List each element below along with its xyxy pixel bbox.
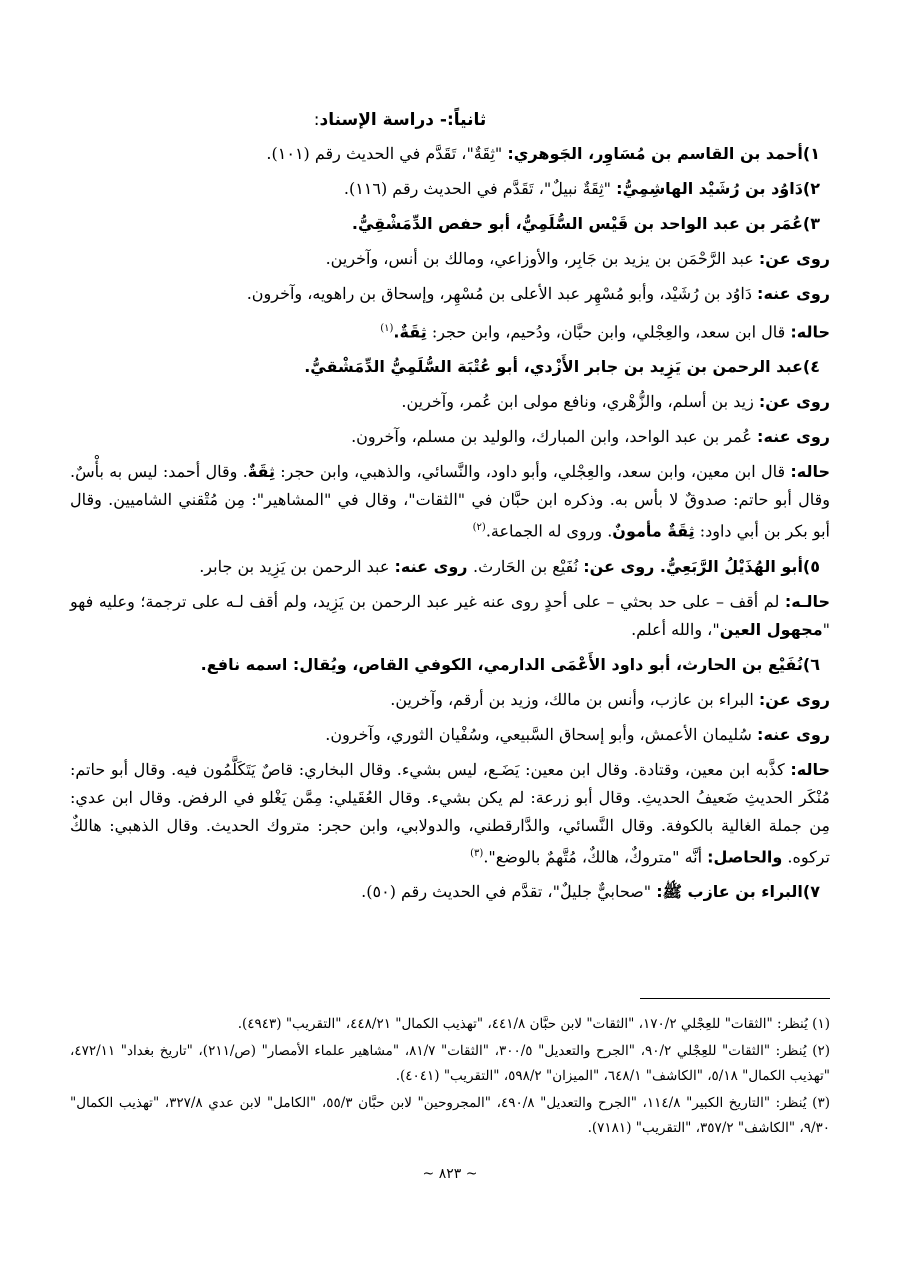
value: كذَّبه ابن معين، وقتادة. وقال ابن معين: يَضَـع، ليس بشيء. وقال البخاري: قاصٌ يَتَكَلَّمُون فيه. وقال أبو حاتم: مُنْكَر الحديثِ ضَعيفُ الحديثِ. وقال أبو زرعة: لم يكن بشيء. وقال العُقَيلي: مِمَّن يَغْلو في الرفض. وقال ابن عدي: مِن جملة الغالية بالكوفة. وقال النَّسائي، والدَّارقطني، والدولابي، وابن حجر: متروك الحديث. وقال الذهبي: هالكٌ تركوه. [70,759,831,866]
label: روى عن: [583,556,660,576]
narrator-grade: "ثِقَةٌ نبيلٌ"، تَقَدَّم في الحديث رقم (١١٦). [343,179,617,198]
entry-4-narrated-by [70,423,830,451]
value: قال ابن معين، وابن سعد، والعِجْلي، وأبو داود، والنَّسائي، والذهبي، وابن حجر: [274,462,791,482]
label: روى عنه: [394,556,474,576]
narrator-name: عبد الرحمن بن يَزِيد بن جابر الأَزْدي، أبو عُتْبَة السُّلَمِيُّ الدِّمَشْقيُّ. [304,357,803,377]
footnote-ref[interactable]: (١) [380,323,394,334]
narrator-name: أبو الهُذَيْلُ الرَّبَعِيُّ. [659,556,803,576]
footnote-separator [640,998,830,999]
entry-6-narrated-by [70,721,830,749]
label: روى عن: [758,689,830,709]
entry-number: ٤) [802,357,820,377]
section-heading [70,110,830,130]
entry-number: ٢) [802,179,820,198]
entry-2 [70,175,830,203]
value: "، والله أعلم. [631,619,720,639]
value: دَاوُد بن رُشَيْد، وأبو مُسْهِر عبد الأعلى بن مُسْهِر، وإسحاق بن راهويه، وآخرون. [246,284,758,303]
label: حالـه: [784,591,830,611]
footnotes [70,1012,830,1143]
value: عبد الرَّحْمَن بن يزيد بن جَابِر، والأوزاعي، ومالك بن أنس، وآخرين. [325,249,759,268]
value: زيد بن أسلم، والزُّهْري، ونافع مولى ابن عُمر، وآخرين. [401,392,759,412]
entry-6 [70,651,830,679]
entry-3-status [70,315,830,346]
label: والحاصل: [707,846,783,866]
footnote-3: (٣) يُنظر: "التاريخ الكبير" ١١٤/٨، "الجرح والتعديل" ٤٩٠/٨، "المجروحين" لابن حبَّان ٥٥/٣، "الكامل" لابن عدي ٣٢٧/٨، "تهذيب الكمال" ٩/٣٠، "الكاشف" ٣٥٧/٢، "التقريب" (٧١٨١). [70,1095,830,1136]
main-text [70,110,830,913]
footnote-ref[interactable]: (٣) [470,847,484,859]
grade: ثِقَةٌ. [393,322,427,342]
value: أنَّه "متروكٌ، هالكٌ، مُتَّهمٌ بالوضع". [483,846,708,866]
narrator-name: دَاوُد بن رُشَيْد الهاشِمِيُّ: [616,179,803,198]
label: حاله: [790,322,830,342]
footnote-ref[interactable]: (٢) [472,522,486,534]
entry-6-status [70,756,830,871]
entry-4 [70,353,830,381]
footnote-2: (٢) يُنظر: "الثقات" للعِجْلي ٩٠/٢، "الجرح والتعديل" ٣٠٠/٥، "الثقات" ٨١/٧، "مشاهير علماء الأمصار" (ص/٢١١)، "تاريخ بغداد" ٤٧٢/١١، "تهذيب الكمال" ٥/١٨، "الكاشف" ٦٤٨/١، "الميزان" ٥٩٨/٢، "التقريب" (٤٠٤١). [70,1043,831,1084]
narrator-name: البراء بن عازب ﷺ: [656,881,803,901]
grade: مجهول العين [719,619,823,639]
entry-1 [70,140,830,168]
footnote-1: (١) يُنظر: "الثقات" للعِجْلي ١٧٠/٢، "الثقات" لابن حبَّان ٤٤١/٨، "تهذيب الكمال" ٤٤٨/٢١، "التقريب" (٤٩٤٣). [237,1016,830,1032]
value: عبد الرحمن بن يَزِيد بن جابر. [199,556,395,576]
entry-number: ٦) [802,654,820,674]
entry-5 [70,553,830,581]
label: روى عنه: [757,724,830,744]
value: . وروى له الجماعة. [485,521,613,541]
narrator-grade: "صحابيٌّ جليلٌ"، تقدَّم في الحديث رقم (٥٠). [361,881,657,901]
entry-number: ٣) [802,214,820,233]
entry-3-narrated-by [70,280,830,308]
entry-number: ٥) [802,556,820,576]
page-number: ~ ٨٢٣ ~ [422,1166,478,1182]
value: قال ابن سعد، والعِجْلي، وابن حبَّان، ودُحيم، وابن حجر: [426,322,791,342]
narrator-grade: "ثِقَةٌ"، تَقَدَّم في الحديث رقم (١٠١). [266,144,508,163]
entry-6-narrated-from [70,686,830,714]
label: روى عن: [758,392,830,412]
label: روى عنه: [757,427,830,447]
label: روى عنه: [757,284,830,303]
entry-4-narrated-from [70,388,830,416]
value: عُمر بن عبد الواحد، وابن المبارك، والوليد بن مسلم، وآخرون. [351,427,758,447]
heading-text: ثانياً:- دراسة الإسناد [319,110,487,130]
entry-number: ١) [802,144,820,163]
heading-colon: : [313,110,320,130]
label: روى عن: [758,249,830,268]
narrator-name: نُفَيْع بن الحارث، أبو داود الأَعْمَى الدارمي، الكوفي القاص، ويُقال: اسمه نافع. [200,654,803,674]
entry-3-narrated-from [70,245,830,273]
value: البراء بن عازب، وأنس بن مالك، وزيد بن أرقم، وآخرين. [390,689,759,709]
entry-7 [70,878,830,906]
narrator-name: أحمد بن القاسم بن مُسَاوِر، الجَوهري: [507,144,803,163]
value: سُليمان الأعمش، وأبو إسحاق السَّبيعي، وسُفْيان الثوري، وآخرون. [325,724,758,744]
grade: ثِقَةٌ [247,462,275,482]
grade: ثِقَةٌ مأمونٌ [612,521,695,541]
value: . وقال أحمد: ليس به بأْسٌ. وقال أبو حاتم: صدوقٌ لا بأس به. وذكره ابن حبَّان في "الثقات"، وقال في "المشاهير": مِن مُتْقني الشاميين. وقال أبو بكر بن أبي داود: [70,462,830,541]
value: لم أقف – على حد بحثي – على أحدٍ روى عنه غير عبد الرحمن بن يَزِيد، ولم أقف لـه على ترجمة؛ وعليه فهو " [70,591,830,639]
entry-3 [70,210,830,238]
label: حاله: [790,462,831,482]
value: نُفَيْع بن الحَارث. [473,556,584,576]
entry-number: ٧) [802,881,820,901]
narrator-name: عُمَر بن عبد الواحد بن قَيْس السُّلَمِيُّ، أبو حفص الدِّمَشْقِيُّ. [351,214,803,233]
entry-5-status [70,588,830,644]
label: حاله: [790,759,830,779]
entry-4-status [70,458,830,545]
